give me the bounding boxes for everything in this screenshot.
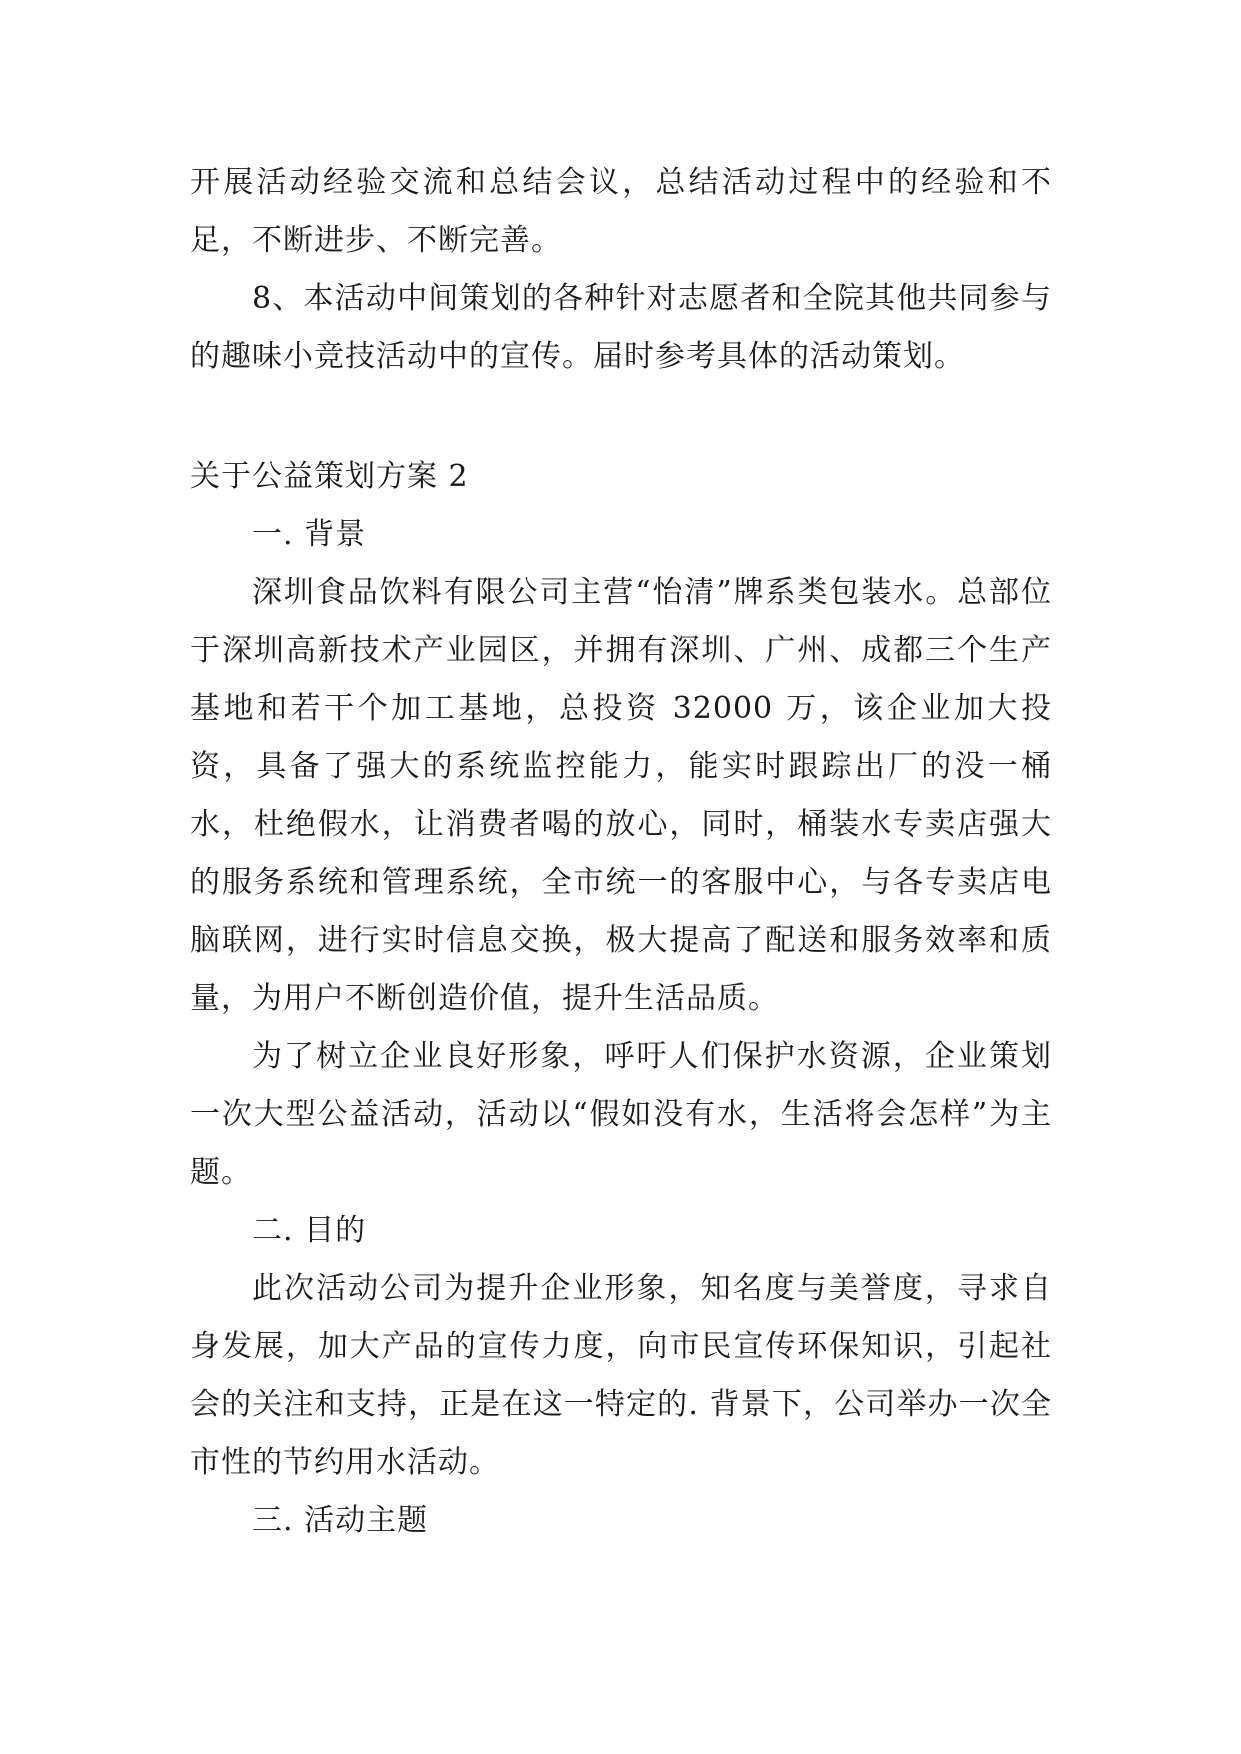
paragraph-company-background: 深圳食品饮料有限公司主营“怡清”牌系类包装水。总部位于深圳高新技术产业园区，并拥有深圳、广州、成都三个生产基地和若干个加工基地，总投资 32000 万，该企业加大投资，具备了强大的系统监控能力，能实时跟踪出厂的没一桶水，杜绝假水，让消费者喝的放心，同时，桶装水专卖店强大的服务系统和管理系统，全市统一的客服中心，与各专卖店电脑联网，进行实时信息交换，极大提高了配送和服务效率和质量，为用户不断创造价值，提升生活品质。 <box>190 575 1052 1016</box>
paragraph-summary-meeting: 开展活动经验交流和总结会议，总结活动过程中的经验和不足，不断进步、不断完善。 <box>190 165 1052 258</box>
heading-theme: 三. 活动主题 <box>252 1503 429 1538</box>
heading-purpose: 二. 目的 <box>252 1213 367 1248</box>
paragraph-purpose: 此次活动公司为提升企业形象，知名度与美誉度，寻求自身发展，加大产品的宣传力度，向市民宣传环保知识，引起社会的关注和支持，正是在这一特定的. 背景下，公司举办一次全市性的节约用水活动。 <box>190 1271 1052 1480</box>
heading-background: 一. 背景 <box>252 517 367 552</box>
paragraph-activity-purpose: 为了树立企业良好形象，呼吁人们保护水资源，企业策划一次大型公益活动，活动以“假如没有水，生活将会怎样”为主题。 <box>190 1039 1052 1190</box>
paragraph-item-8: 8、本活动中间策划的各种针对志愿者和全院其他共同参与的趣味小竞技活动中的宣传。届时参考具体的活动策划。 <box>190 281 1052 374</box>
section-title: 关于公益策划方案 2 <box>190 459 469 494</box>
document-body <box>190 154 1052 1550</box>
